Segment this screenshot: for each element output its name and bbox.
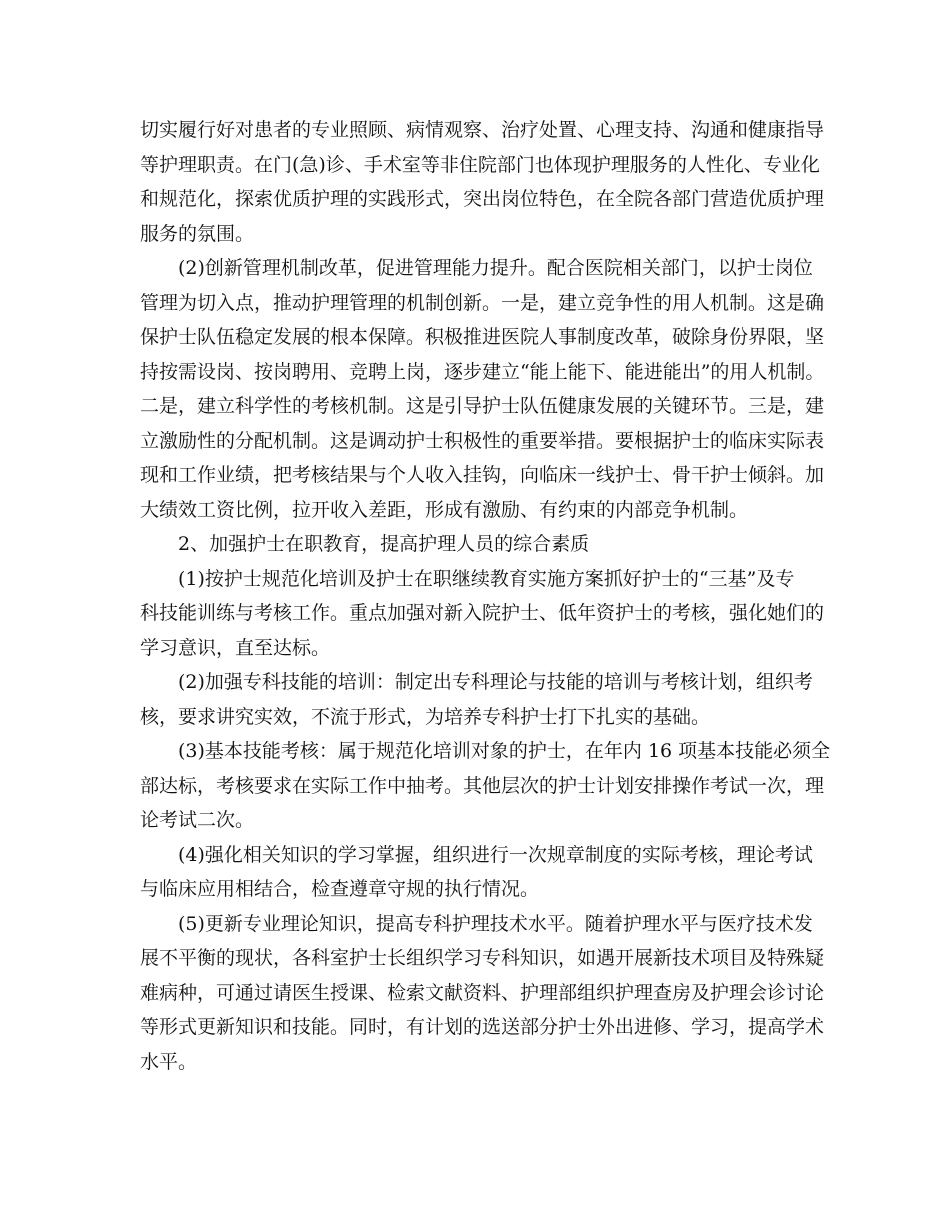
text-line: 现和工作业绩，把考核结果与个人收入挂钩，向临床一线护士、骨干护士倾斜。加 [140,464,825,486]
paragraph-start-line: (5)更新专业理论知识，提高专科护理技术水平。随着护理水平与医疗技术发 [178,912,813,935]
paragraph-start-line: (4)强化相关知识的学习掌握，组织进行一次规章制度的实际考核，理论考试 [178,843,813,866]
text-line: 和规范化，探索优质护理的实践形式，突出岗位特色，在全院各部门营造优质护理 [140,188,825,210]
text-line: 立激励性的分配机制。这是调动护士积极性的重要举措。要根据护士的临床实际表 [140,429,825,452]
paragraph-start-line: (3)基本技能考核：属于规范化培训对象的护士，在年内 16 项基本技能必须全 [178,740,831,762]
text-line: 等护理职责。在门(急)诊、手术室等非住院部门也体现护理服务的人性化、专业化 [140,153,820,176]
text-line: 服务的氛围。 [140,222,255,245]
text-line: 科技能训练与考核工作。重点加强对新入院护士、低年资护士的考核，强化她们的 [140,602,825,624]
text-line: 等形式更新知识和技能。同时，有计划的选送部分护士外出进修、学习，提高学术 [140,1016,825,1038]
body-text [140,113,831,1079]
text-line: 切实履行好对患者的专业照顾、病情观察、治疗处置、心理支持、沟通和健康指导 [140,119,825,141]
paragraph-start-line: (2)加强专科技能的培训：制定出专科理论与技能的培训与考核计划，组织考 [178,671,813,693]
text-line: 二是，建立科学性的考核机制。这是引导护士队伍健康发展的关键环节。三是，建 [140,395,825,417]
text-line: 学习意识，直至达标。 [140,636,331,659]
text-line: 管理为切入点，推动护理管理的机制创新。一是，建立竞争性的用人机制。这是确 [140,291,825,314]
text-line: 大绩效工资比例，拉开收入差距，形成有激励、有约束的内部竞争机制。 [140,498,749,521]
text-line: 展不平衡的现状，各科室护士长组织学习专科知识，如遇开展新技术项目及特殊疑 [140,947,825,969]
text-line: 保护士队伍稳定发展的根本保障。积极推进医院人事制度改革，破除身份界限，坚 [140,326,825,348]
text-line: 论考试二次。 [140,809,255,831]
paragraph-start-line: (2)创新管理机制改革，促进管理能力提升。配合医院相关部门，以护士岗位 [178,257,813,279]
text-line: 与临床应用相结合，检查遵章守规的执行情况。 [140,878,540,900]
paragraph-start-line: (1)按护士规范化培训及护士在职继续教育实施方案抓好护士的“三基”及专 [178,567,795,590]
text-line: 难病种，可通过请医生授课、检索文献资料、护理部组织护理查房及护理会诊讨论 [140,981,825,1004]
section-heading: 2、加强护士在职教育，提高护理人员的综合素质 [178,533,590,555]
text-line: 核，要求讲究实效，不流于形式，为培养专科护士打下扎实的基础。 [140,705,711,728]
text-line: 水平。 [140,1050,198,1073]
text-line: 部达标，考核要求在实际工作中抽考。其他层次的护士计划安排操作考试一次，理 [140,774,825,797]
text-line: 持按需设岗、按岗聘用、竞聘上岗，逐步建立“能上能下、能进能出”的用人机制。 [140,360,825,383]
